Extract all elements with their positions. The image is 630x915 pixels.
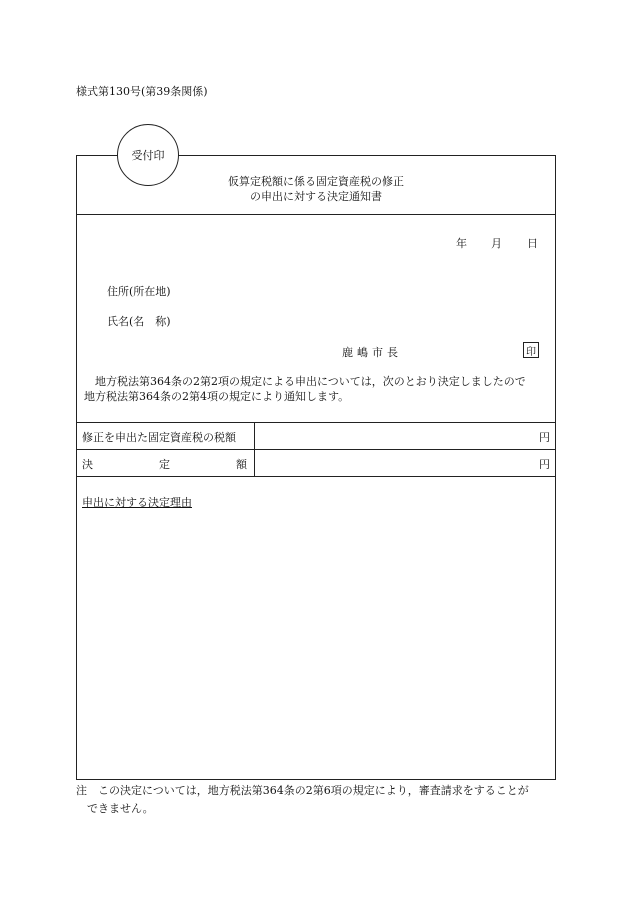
date-month-label: 月 bbox=[491, 237, 502, 250]
body-line-1: 地方税法第364条の2第2項の規定による申出については，次のとおり決定しましたので bbox=[95, 375, 526, 388]
decision-reason-heading: 申出に対する決定理由 bbox=[82, 496, 192, 509]
table-top-border bbox=[76, 422, 556, 423]
title-line-1: 仮算定税額に係る固定資産税の修正 bbox=[228, 175, 404, 188]
decided-amount-char-2: 定 bbox=[159, 458, 170, 471]
address-label: 住所(所在地) bbox=[107, 285, 171, 298]
body-line-2: 地方税法第364条の2第4項の規定により通知します。 bbox=[84, 390, 350, 403]
revised-tax-amount-label: 修正を申出た固定資産税の税額 bbox=[82, 431, 236, 444]
stamp-label: 受付印 bbox=[131, 149, 165, 162]
title-divider bbox=[76, 214, 556, 215]
footnote bbox=[76, 782, 556, 818]
table-column-divider bbox=[254, 422, 255, 476]
date-day-label: 日 bbox=[527, 237, 538, 250]
revised-tax-amount-unit: 円 bbox=[539, 431, 550, 444]
decided-amount-char-3: 額 bbox=[236, 458, 247, 471]
form-number: 様式第130号(第39条関係) bbox=[76, 85, 208, 98]
decided-amount-char-1: 決 bbox=[82, 458, 93, 471]
seal-mark: 印 bbox=[523, 342, 539, 358]
name-label: 氏名(名 称) bbox=[107, 315, 171, 328]
table-bottom-border bbox=[76, 476, 556, 477]
date-year-label: 年 bbox=[456, 237, 467, 250]
document-title bbox=[76, 174, 556, 204]
decided-amount-unit: 円 bbox=[539, 458, 550, 471]
note-line-2: できません。 bbox=[87, 802, 154, 815]
table-middle-border bbox=[76, 449, 556, 450]
title-line-2: の申出に対する決定通知書 bbox=[250, 190, 382, 203]
issuer-mayor: 鹿嶋市長 bbox=[342, 346, 402, 359]
notice-body bbox=[84, 374, 550, 404]
note-line-1: 注 この決定については，地方税法第364条の2第6項の規定により，審査請求をすることが bbox=[76, 784, 529, 797]
decided-amount-label bbox=[82, 456, 247, 472]
